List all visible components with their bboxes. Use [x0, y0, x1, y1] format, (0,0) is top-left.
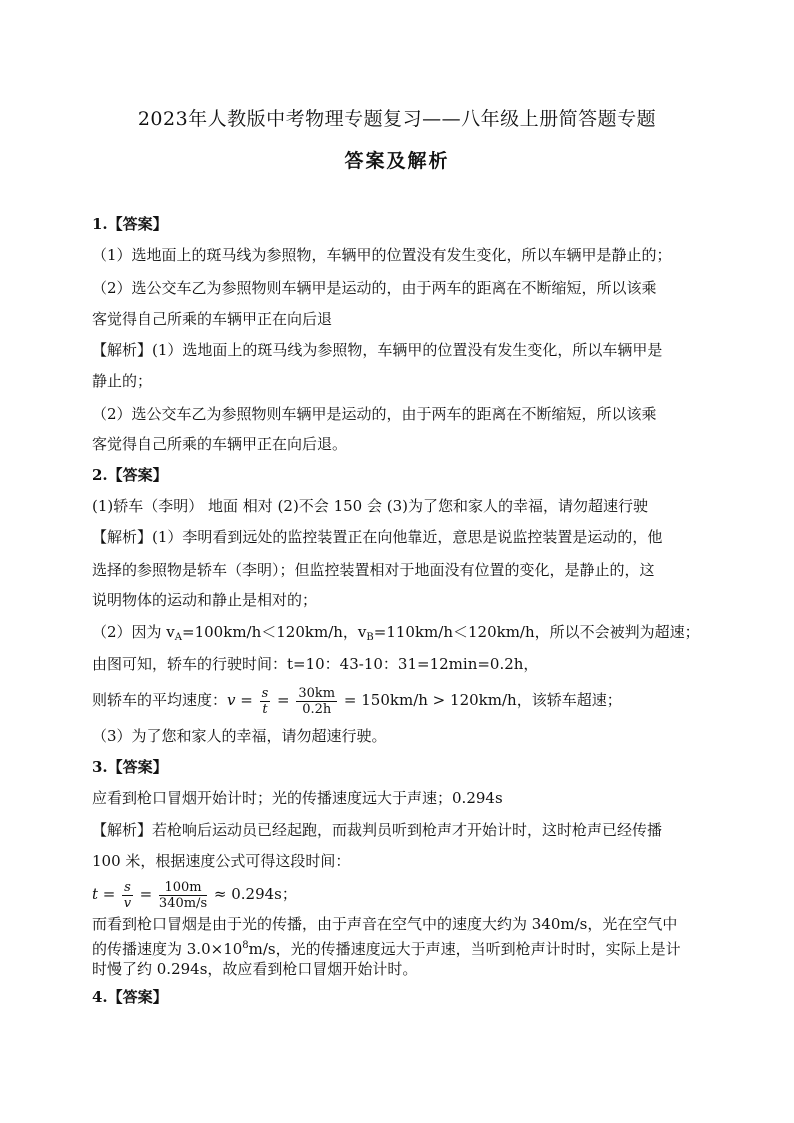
q1-answer-line: 客觉得自己所乘的车辆甲正在向后退	[92, 310, 333, 328]
q2-explanation-line: 由图可知，轿车的行驶时间：t=10：43-10：31=12min=0.2h，	[92, 655, 539, 673]
q3-formula-line: t = $\frac{s}{v}$ = $\frac{100m}{340m/s}$ ≈ 0.294s；	[92, 879, 297, 911]
q3-explanation-line: 而看到枪口冒烟是由于光的传播，由于声音在空气中的速度大约为 340m/s，光在空气中	[92, 915, 678, 933]
q3-answer-line: 应看到枪口冒烟开始计时；光的传播速度远大于声速；0.294s	[92, 789, 503, 807]
document-subtitle: 答案及解析	[344, 150, 450, 172]
q3-explanation-line: 【解析】若枪响后运动员已经起跑，而裁判员听到枪声才开始计时，这时枪声已经传播	[92, 821, 663, 839]
q2-explanation-line: 说明物体的运动和静止是相对的；	[92, 591, 318, 609]
q1-explanation-line: 【解析】(1）选地面上的斑马线为参照物，车辆甲的位置没有发生变化，所以车辆甲是	[92, 341, 663, 359]
q2-answer-line: (1)轿车（李明） 地面 相对 (2)不会 150 会 (3)为了您和家人的幸福，请勿超速行驶	[92, 497, 648, 515]
q1-answer-line: （2）选公交车乙为参照物则车辆甲是运动的，由于两车的距离在不断缩短，所以该乘	[92, 279, 657, 297]
q1-explanation-line: 客觉得自己所乘的车辆甲正在向后退。	[92, 435, 348, 453]
q2-formula-line: 则轿车的平均速度：v = $\frac{s}{t}$ = $\frac{30km}{0.2h}$ = 150km/h > 120km/h，该轿车超速；	[92, 685, 622, 717]
q3-heading: 3.【答案】	[92, 758, 168, 776]
fraction: $\frac{100m}{340m/s}$	[158, 879, 208, 911]
q2-explanation-line: （3）为了您和家人的幸福，请勿超速行驶。	[92, 727, 387, 745]
document-title: 2023年人教版中考物理专题复习——八年级上册简答题专题	[137, 108, 657, 130]
fraction: $\frac{30km}{0.2h}$	[298, 685, 336, 717]
q1-answer-line: （1）选地面上的斑马线为参照物，车辆甲的位置没有发生变化，所以车辆甲是静止的；	[92, 246, 672, 264]
q1-explanation-line: 静止的；	[92, 372, 153, 390]
q3-explanation-line: 时慢了约 0.294s，故应看到枪口冒烟开始计时。	[92, 960, 418, 978]
fraction: $\frac{s}{t}$	[261, 685, 269, 717]
q3-explanation-line: 100 米，根据速度公式可得这段时间：	[92, 852, 351, 870]
q2-heading: 2.【答案】	[92, 466, 168, 484]
q3-explanation-line: 的传播速度为 $3.0\times 10^8m/s$，光的传播速度远大于声速，当听到枪声计时时，实际上是计	[92, 940, 681, 958]
fraction: $\frac{s}{v}$	[123, 879, 132, 911]
q1-explanation-line: （2）选公交车乙为参照物则车辆甲是运动的，由于两车的距离在不断缩短，所以该乘	[92, 405, 657, 423]
q4-heading: 4.【答案】	[92, 988, 168, 1006]
q2-explanation-line: （2）因为 $v_A=100km/h<120km/h$，$v_B=110km/h<120km/h$，所以不会被判为超速；	[92, 623, 700, 643]
q2-explanation-line: 【解析】(1）李明看到远处的监控装置正在向他靠近，意思是说监控装置是运动的，他	[92, 528, 663, 546]
q1-heading: 1.【答案】	[92, 215, 168, 233]
q2-explanation-line: 选择的参照物是轿车（李明）；但监控装置相对于地面没有位置的变化，是静止的，这	[92, 561, 655, 579]
